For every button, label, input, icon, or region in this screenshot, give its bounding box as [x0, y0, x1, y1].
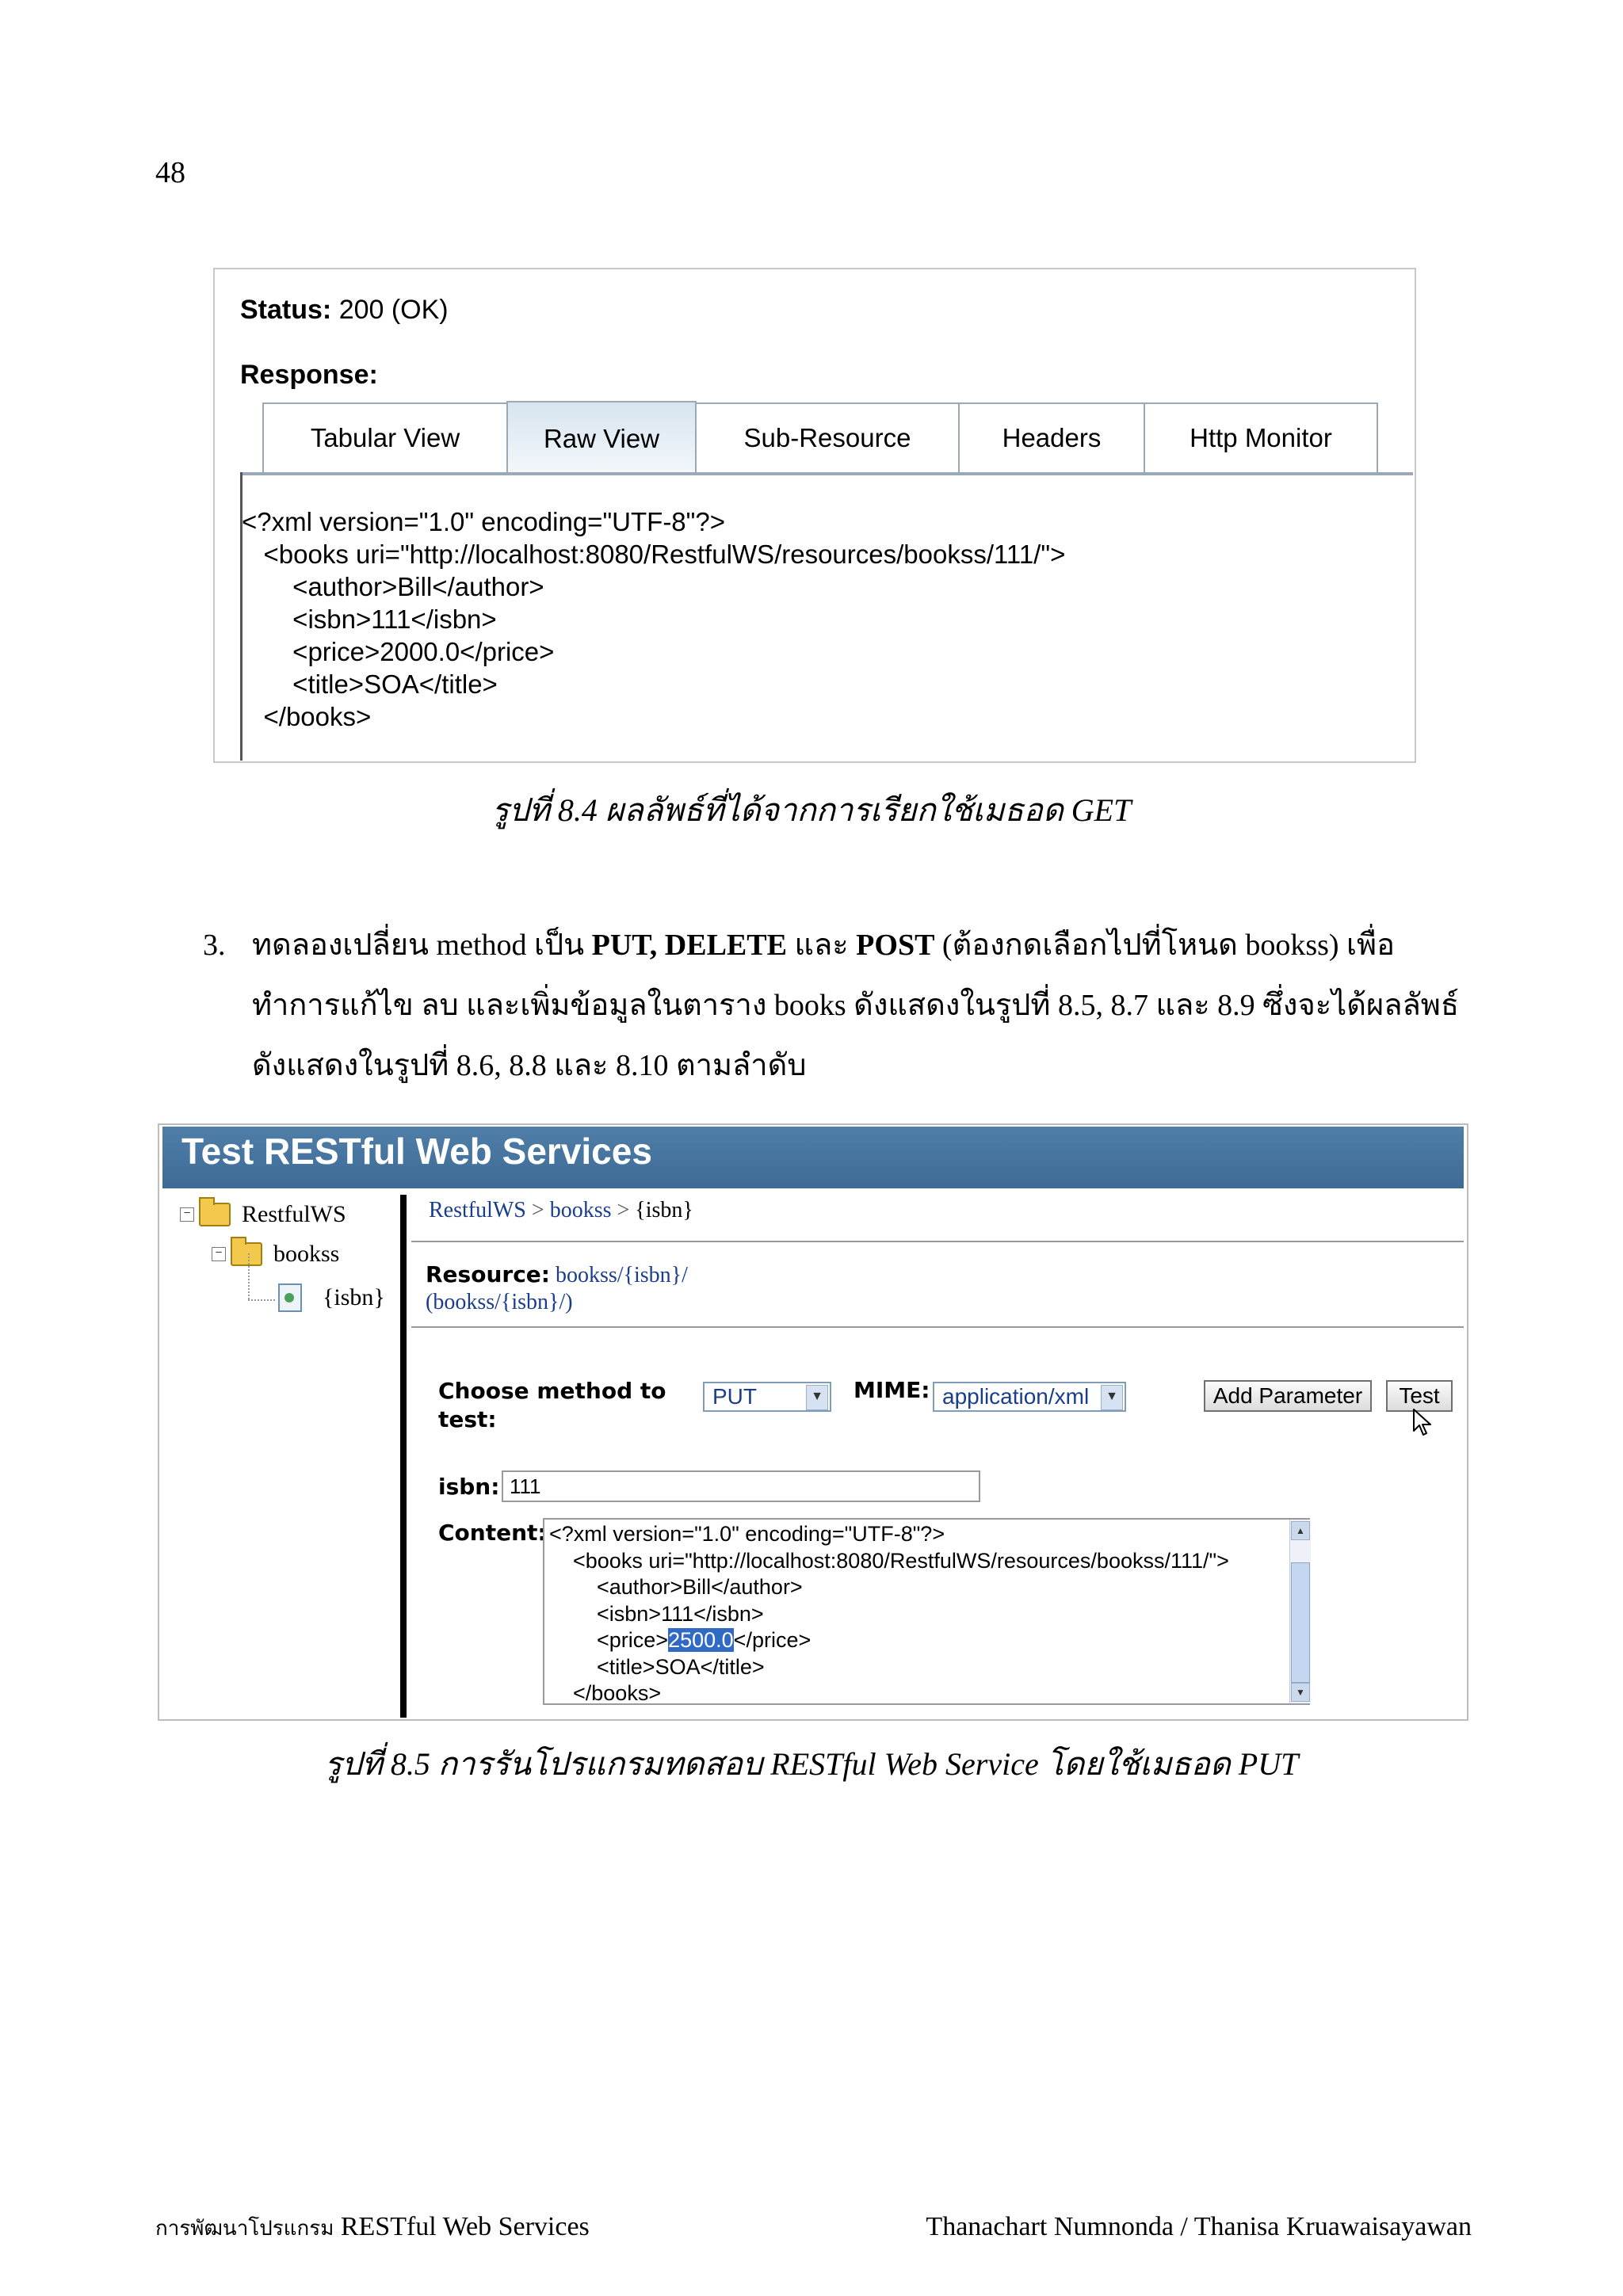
scroll-up-icon[interactable]: ▲	[1291, 1521, 1310, 1540]
method-label: Choose method to test:	[438, 1378, 666, 1432]
resource-label: Resource:	[426, 1261, 550, 1287]
tab-sub-resource[interactable]: Sub-Resource	[695, 402, 960, 472]
figure-8-4-screenshot	[213, 268, 1416, 763]
resource-icon	[278, 1283, 302, 1312]
tab-http-monitor[interactable]: Http Monitor	[1144, 402, 1378, 472]
content-line: <title>SOA</title>	[549, 1654, 765, 1679]
tree-node-isbn[interactable]	[278, 1283, 385, 1312]
figure-8-5-caption: รูปที่ 8.5 การรันโปรแกรมทดสอบ RESTful Web Service โดยใช้เมธอด PUT	[324, 1746, 1299, 1782]
step-text-a: ทดลองเปลี่ยน method เป็น	[252, 929, 592, 962]
content-line: </books>	[549, 1681, 662, 1705]
isbn-input[interactable]: 111	[502, 1470, 980, 1502]
app-title-banner: Test RESTful Web Services	[162, 1127, 1464, 1188]
selected-price-text[interactable]: 2500.0	[668, 1628, 734, 1652]
add-parameter-button[interactable]: Add Parameter	[1204, 1380, 1372, 1412]
status-label: Status:	[240, 295, 332, 325]
step-bold-put-delete: PUT, DELETE	[591, 929, 787, 962]
separator	[411, 1326, 1464, 1328]
separator	[411, 1241, 1464, 1242]
scroll-thumb[interactable]	[1291, 1562, 1310, 1683]
tree-connector	[248, 1299, 275, 1302]
status-line	[240, 295, 449, 326]
status-value: 200 (OK)	[338, 295, 449, 325]
page-number: 48	[155, 156, 185, 189]
figure-8-5-screenshot	[158, 1123, 1468, 1721]
collapse-icon[interactable]: −	[212, 1247, 226, 1261]
step-number: 3.	[203, 929, 226, 962]
content-textarea[interactable]	[543, 1518, 1310, 1705]
content-text	[549, 1521, 1229, 1707]
chevron-down-icon[interactable]: ▼	[1101, 1385, 1123, 1410]
breadcrumb-current: {isbn}	[635, 1198, 693, 1222]
test-button[interactable]: Test	[1386, 1380, 1453, 1412]
tree-node-restfulws[interactable]	[180, 1201, 346, 1228]
tree-label-isbn: {isbn}	[323, 1284, 385, 1310]
scroll-down-icon[interactable]: ▼	[1291, 1683, 1310, 1702]
response-label: Response:	[240, 360, 378, 390]
breadcrumb-restfulws[interactable]: RestfulWS	[429, 1198, 526, 1222]
raw-xml-output: <?xml version="1.0" encoding="UTF-8"?> <books uri="http://localhost:8080/RestfulWS/resources/bookss/111/"> <author>Bill</author> <isbn>111</isbn> <price>2000.0</price> <title>SOA</title> </books>	[242, 507, 1066, 731]
resource-paren[interactable]: (bookss/{isbn}/)	[426, 1290, 573, 1314]
tab-underline	[240, 472, 1413, 475]
content-line: <books uri="http://localhost:8080/RestfulWS/resources/bookss/111/">	[549, 1548, 1229, 1573]
tree-node-bookss[interactable]	[212, 1241, 339, 1268]
folder-open-icon	[231, 1242, 262, 1266]
step-text-b: และ	[786, 929, 857, 962]
tab-headers[interactable]: Headers	[958, 402, 1145, 472]
mime-select[interactable]	[933, 1382, 1126, 1412]
resource-value[interactable]: bookss/{isbn}/	[555, 1263, 688, 1287]
step-text-c: (ต้องกดเลือกไปที่โหนด bookss) เพื่อทำการแก้ไข ลบ และเพิ่มข้อมูลในตาราง books ดังแสดงในรูปที่ 8.5, 8.7 และ 8.9 ซึ่งจะได้ผลลัพธ์ดังแสดงในรูปที่ 8.6, 8.8 และ 8.10 ตามลำดับ	[252, 929, 1460, 1082]
breadcrumb-bookss[interactable]: bookss	[549, 1198, 612, 1222]
tree-connector	[248, 1253, 251, 1299]
footer-thai-text: การพัฒนาโปรแกรม	[155, 2217, 334, 2240]
breadcrumb-separator: >	[617, 1198, 630, 1222]
pane-divider[interactable]	[400, 1195, 407, 1718]
method-select[interactable]	[703, 1382, 831, 1412]
collapse-icon[interactable]: −	[180, 1207, 194, 1222]
folder-open-icon	[199, 1203, 231, 1226]
content-line: <author>Bill</author>	[549, 1575, 803, 1599]
step-bold-post: POST	[856, 929, 935, 962]
content-line-segment: <price>	[549, 1628, 669, 1652]
figure-8-4-caption: รูปที่ 8.4 ผลลัพธ์ที่ได้จากการเรียกใช้เมธอด GET	[491, 792, 1132, 828]
breadcrumb-separator: >	[531, 1198, 544, 1222]
resource-line	[426, 1261, 688, 1288]
vertical-scrollbar[interactable]	[1289, 1520, 1311, 1703]
tree-label-restfulws: RestfulWS	[242, 1201, 346, 1227]
content-line-price	[549, 1627, 1229, 1654]
footer-authors: Thanachart Numnonda / Thanisa Kruawaisayawan	[926, 2212, 1472, 2241]
content-line-segment: </price>	[733, 1628, 812, 1652]
isbn-label: isbn:	[438, 1474, 500, 1500]
tab-raw-view[interactable]: Raw View	[506, 401, 697, 475]
mime-value: application/xml	[942, 1384, 1090, 1409]
footer-left	[155, 2212, 590, 2245]
step-3-text	[252, 915, 1472, 1096]
method-value: PUT	[712, 1384, 757, 1409]
content-line: <isbn>111</isbn>	[549, 1601, 764, 1626]
mime-label: MIME:	[854, 1377, 930, 1403]
tab-tabular-view[interactable]: Tabular View	[262, 402, 508, 472]
breadcrumb	[429, 1198, 693, 1223]
footer-course-title: RESTful Web Services	[334, 2212, 590, 2241]
chevron-down-icon[interactable]: ▼	[806, 1385, 828, 1410]
content-label: Content:	[438, 1520, 547, 1546]
mouse-cursor-icon	[1413, 1409, 1432, 1437]
tree-label-bookss: bookss	[273, 1241, 340, 1267]
content-line: <?xml version="1.0" encoding="UTF-8"?>	[549, 1522, 945, 1546]
